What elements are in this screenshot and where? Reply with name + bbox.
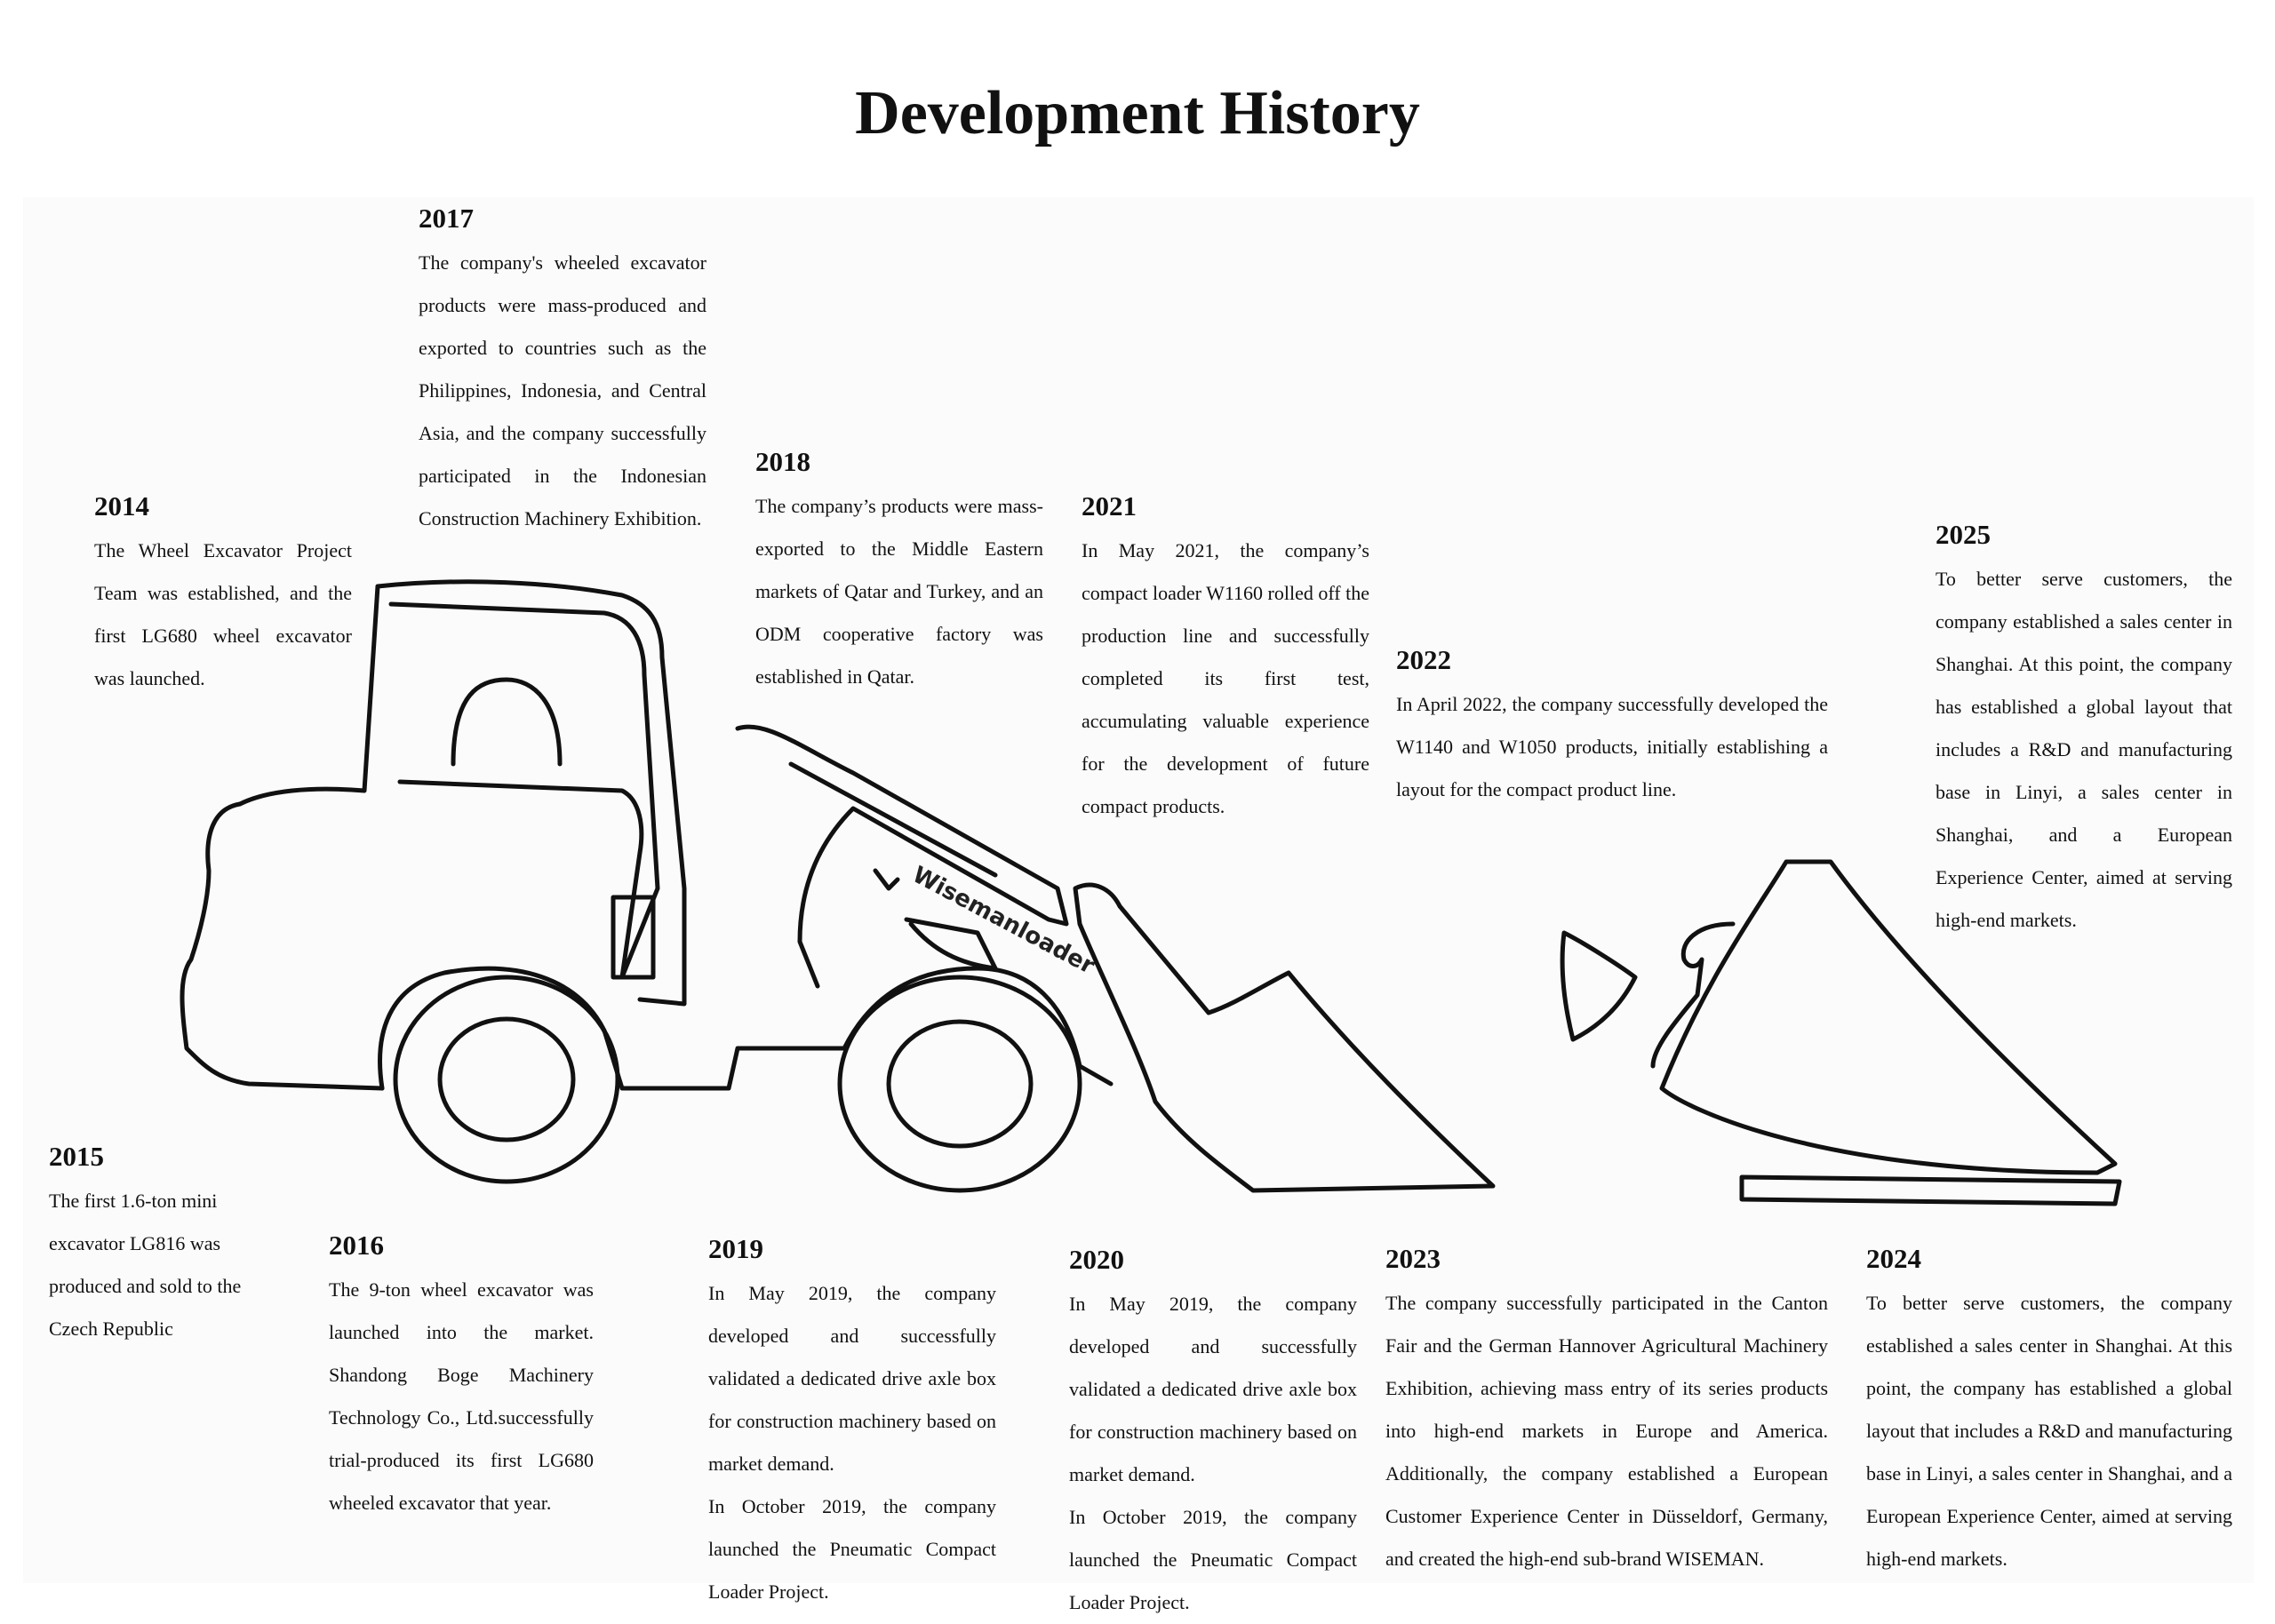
event-text: In May 2019, the company developed and successfully validated a dedicated drive axle box for construction machinery based on market demand. In October 2019, the company launched the Pneumatic Compact Loader Project. bbox=[1069, 1293, 1357, 1613]
event-year: 2023 bbox=[1385, 1243, 1441, 1274]
event-year: 2018 bbox=[755, 446, 810, 477]
event-text: To better serve customers, the company established a sales center in Shanghai. At this point, the company has established a global layout that includes a R&D and manufacturing base in Linyi, a sales center in Shanghai, and a European Experience Center, aimed at serving high-end markets. bbox=[1866, 1292, 2232, 1570]
event-year: 2022 bbox=[1396, 644, 1451, 675]
loader-rear-body bbox=[182, 804, 382, 1088]
loader-rear-wheel bbox=[395, 977, 618, 1182]
event-text: The Wheel Excavator Project Team was established, and the first LG680 wheel excavator was launched. bbox=[94, 539, 352, 689]
event-text: The company successfully participated in the Canton Fair and the German Hannover Agricultural Machinery Exhibition, achieving mass entry of its series products into high-end markets in Europe and America. Additionally, the company established a European Customer Experience Center in Düsseldorf, Germany, and created the high-end sub-brand WISEMAN. bbox=[1385, 1292, 1828, 1570]
loader-frame bbox=[380, 968, 1111, 1088]
event-year: 2017 bbox=[419, 203, 474, 234]
event-year: 2020 bbox=[1069, 1244, 1124, 1275]
loader-front-bucket bbox=[1075, 885, 1493, 1190]
event-year: 2015 bbox=[49, 1141, 104, 1172]
loader-arm-stripe bbox=[906, 919, 995, 968]
event-text: In May 2019, the company developed and successfully validated a dedicated drive axle box for construction machinery based on market demand. In October 2019, the company launched the Pneumatic Compact Loader Project. bbox=[708, 1282, 996, 1603]
event-year: 2024 bbox=[1866, 1243, 1921, 1274]
event-2021 bbox=[1082, 490, 1369, 828]
event-2023 bbox=[1385, 1243, 1828, 1580]
page-title: Development History bbox=[855, 79, 1420, 147]
event-text: In April 2022, the company successfully developed the W1140 and W1050 products, initially establishing a layout for the compact product line. bbox=[1396, 693, 1828, 800]
event-year: 2021 bbox=[1082, 490, 1137, 521]
event-2015 bbox=[49, 1141, 262, 1350]
event-text: The 9-ton wheel excavator was launched into the market. Shandong Boge Machinery Technology Co., Ltd.successfully trial-produced its first LG680 wheeled excavator that year. bbox=[329, 1278, 594, 1514]
event-year: 2019 bbox=[708, 1233, 763, 1264]
brand-mark: Wisemanloader bbox=[907, 861, 1099, 980]
loader-arm-detail bbox=[791, 764, 995, 875]
loader-arm-mark bbox=[875, 871, 898, 888]
loader-lift-arm bbox=[738, 727, 1066, 986]
event-text: In May 2021, the company’s compact loader W1160 rolled off the production line and successfully completed its first test, accumulating valuable experience for the development of future compact products. bbox=[1082, 539, 1369, 817]
loader-cab-door bbox=[400, 782, 642, 977]
event-2020 bbox=[1069, 1244, 1357, 1624]
event-year: 2025 bbox=[1936, 519, 1991, 550]
event-2014 bbox=[94, 490, 352, 700]
event-year: 2016 bbox=[329, 1230, 384, 1261]
loader-cab-seat bbox=[453, 680, 560, 764]
loader-bucket-teeth bbox=[1742, 1177, 2119, 1204]
loader-bucket-flap bbox=[1562, 933, 1635, 1039]
event-2017 bbox=[419, 203, 706, 540]
event-year: 2014 bbox=[94, 490, 149, 521]
event-2019 bbox=[708, 1233, 996, 1613]
loader-rear-wheel-rim bbox=[440, 1019, 573, 1140]
event-text: To better serve customers, the company established a sales center in Shanghai. At this point, the company has established a global layout that includes a R&D and manufacturing base in Linyi, a sales center in Shanghai, and a European Experience Center, aimed at serving high-end markets. bbox=[1936, 568, 2232, 931]
loader-front-wheel-rim bbox=[889, 1022, 1031, 1146]
event-2024 bbox=[1866, 1243, 2232, 1580]
loader-front-wheel bbox=[840, 977, 1080, 1190]
event-text: The first 1.6-ton mini excavator LG816 was produced and sold to the Czech Republic bbox=[49, 1190, 242, 1340]
event-2018 bbox=[755, 446, 1043, 698]
event-2016 bbox=[329, 1230, 594, 1524]
event-text: The company’s products were mass-exported to the Middle Eastern markets of Qatar and Turkey, and an ODM cooperative factory was established in Qatar. bbox=[755, 495, 1043, 688]
loader-bucket-hook bbox=[1653, 924, 1733, 1066]
event-2022 bbox=[1396, 644, 1828, 811]
event-2025 bbox=[1936, 519, 2232, 942]
event-text: The company's wheeled excavator products were mass-produced and exported to countries such as the Philippines, Indonesia, and Central Asia, and the company successfully participated in the Indonesian Construction Machinery Exhibition. bbox=[419, 251, 706, 529]
